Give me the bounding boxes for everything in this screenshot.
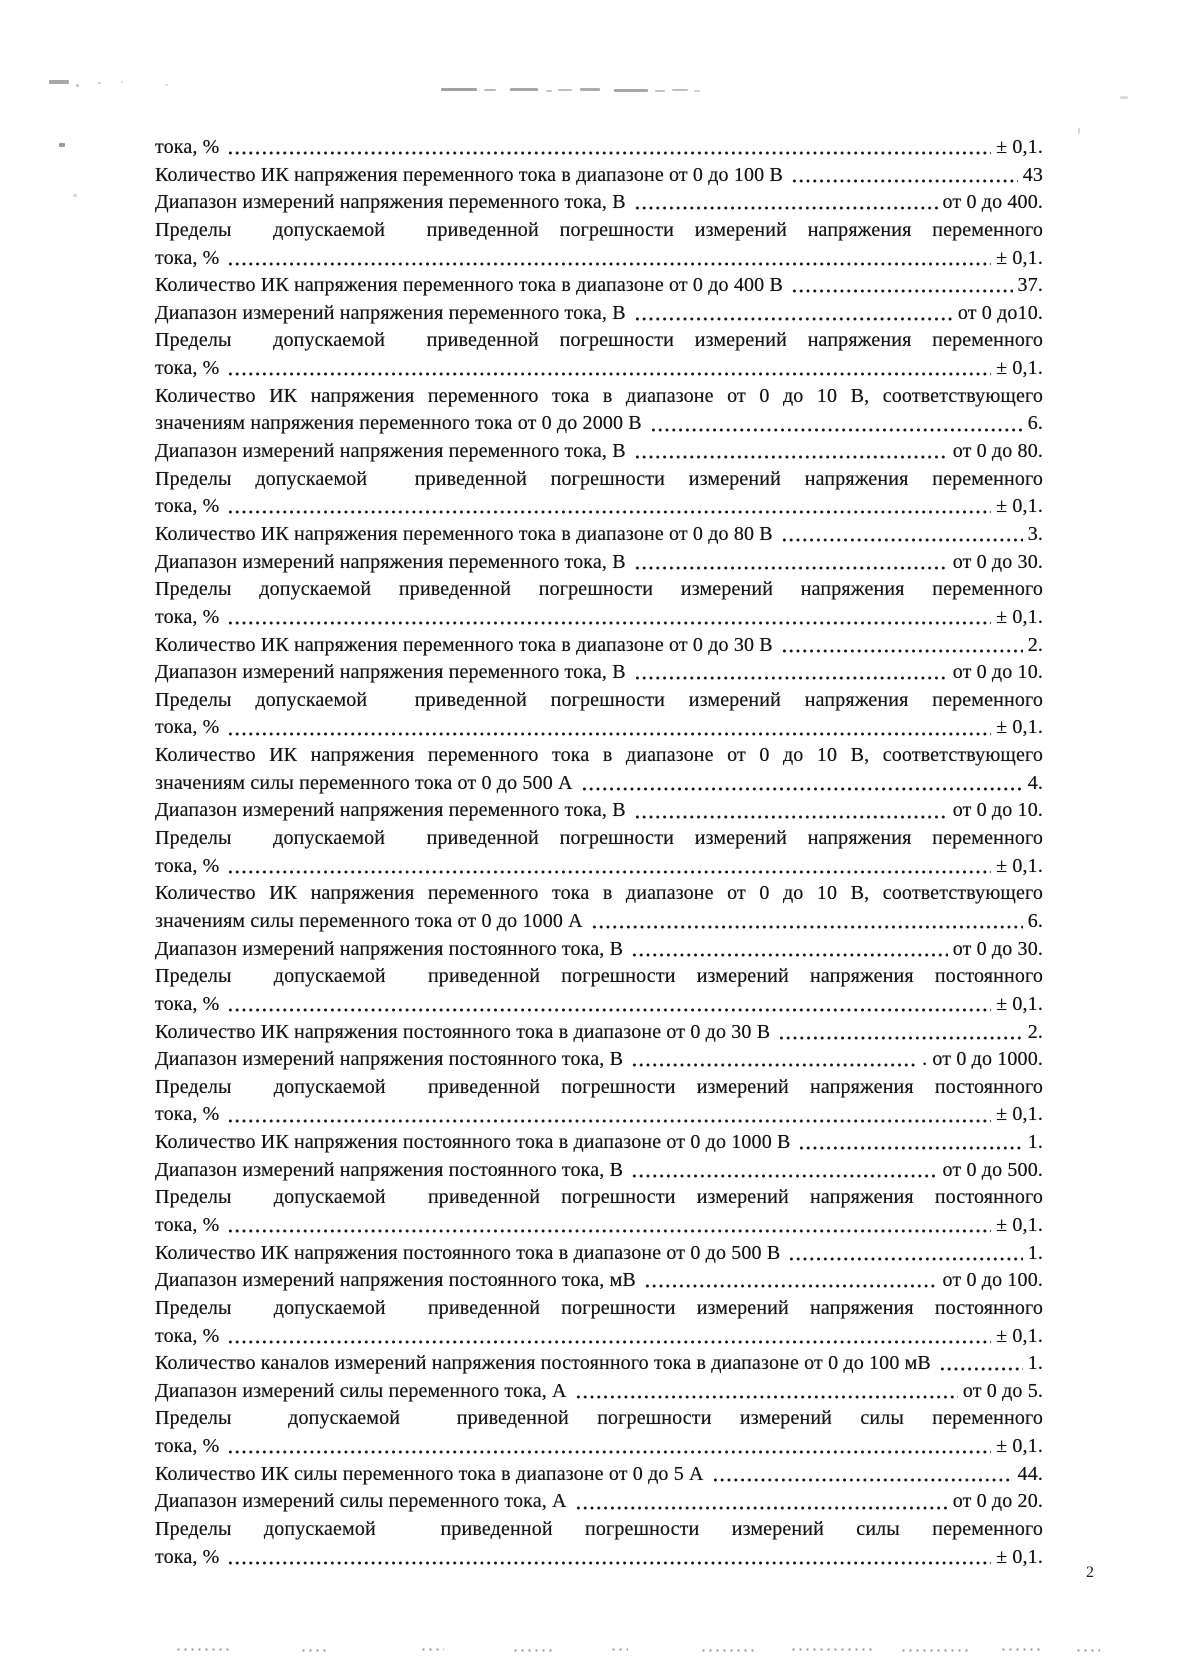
spec-value: 3.: [1027, 522, 1043, 545]
dot-leader: [633, 659, 948, 687]
dot-leader: [630, 1157, 937, 1185]
document-lines: [155, 134, 1043, 1571]
dot-leader: [630, 1046, 917, 1074]
spec-text: тока, %: [155, 357, 220, 380]
spec-text: Диапазон измерений напряжения постоянного тока, В: [155, 1158, 624, 1181]
spec-line: [155, 355, 1043, 383]
scan-artifact: [655, 90, 665, 92]
scan-artifact: [614, 89, 648, 92]
spec-value: 1.: [1027, 1131, 1043, 1154]
spec-text: Диапазон измерений силы переменного тока, А: [155, 1379, 567, 1402]
spec-text: тока, %: [155, 136, 220, 158]
spec-text: Пределы допускаемой приведенной погрешности измерений напряжения постоянного: [155, 1186, 1043, 1209]
spec-text: Пределы допускаемой приведенной погрешности измерений силы переменного: [155, 1518, 1043, 1541]
spec-line: [155, 134, 1043, 162]
scan-artifact: [441, 88, 477, 91]
spec-text: тока, %: [155, 1324, 220, 1347]
spec-line: [155, 1405, 1043, 1433]
spec-text: значениям силы переменного тока от 0 до 500 А: [155, 771, 573, 794]
spec-text: Количество ИК напряжения переменного тока в диапазоне от 0 до 100 В: [155, 163, 783, 186]
spec-line: [155, 162, 1043, 190]
dot-leader: [580, 770, 1023, 798]
scan-artifact: [546, 90, 552, 92]
scan-artifact: [672, 89, 688, 91]
spec-text: Количество ИК напряжения переменного тока в диапазоне от 0 до 400 В: [155, 274, 783, 297]
scan-artifact: [1075, 1649, 1100, 1652]
spec-value: от 0 до 100.: [942, 1269, 1043, 1292]
spec-line: [155, 1544, 1043, 1572]
spec-text: Диапазон измерений напряжения постоянного тока, В: [155, 937, 624, 960]
dot-leader: [226, 604, 991, 632]
spec-text: Диапазон измерений напряжения переменного тока, В: [155, 440, 626, 463]
spec-line: [155, 797, 1043, 825]
dot-leader: [226, 355, 991, 383]
scan-artifact: [900, 1649, 970, 1652]
spec-line: [155, 1157, 1043, 1185]
spec-line: [155, 880, 1043, 908]
dot-leader: [643, 1267, 938, 1295]
spec-line: [155, 1433, 1043, 1461]
scan-artifact: [165, 84, 168, 86]
spec-text: Пределы допускаемой приведенной погрешности измерений напряжения постоянного: [155, 1075, 1043, 1098]
spec-text: тока, %: [155, 495, 220, 518]
spec-line: [155, 1212, 1043, 1240]
spec-value: 4.: [1027, 771, 1043, 794]
dot-leader: [777, 1019, 1023, 1047]
scan-artifact: [175, 1648, 230, 1651]
spec-line: [155, 549, 1043, 577]
spec-text: Количество каналов измерений напряжения постоянного тока в диапазоне от 0 до 100 мВ: [155, 1352, 931, 1375]
spec-text: Количество ИК напряжения переменного тока в диапазоне от 0 до 10 В, соответствующего: [155, 882, 1043, 905]
dot-leader: [574, 1488, 948, 1516]
spec-text: тока, %: [155, 246, 220, 269]
dot-leader: [633, 300, 953, 328]
spec-value: от 0 до 30.: [952, 550, 1043, 573]
spec-line: [155, 466, 1043, 494]
spec-value: от 0 до 20.: [952, 1490, 1043, 1513]
dot-leader: [797, 1129, 1022, 1157]
spec-text: тока, %: [155, 716, 220, 739]
spec-line: [155, 936, 1043, 964]
spec-value: 37.: [1017, 274, 1043, 297]
scan-artifact: [76, 84, 79, 87]
spec-text: Диапазон измерений напряжения переменного тока, В: [155, 301, 626, 324]
dot-leader: [226, 1323, 991, 1351]
spec-value: 2.: [1027, 633, 1043, 656]
spec-text: Пределы допускаемой приведенной погрешности измерений напряжения постоянного: [155, 965, 1043, 988]
spec-line: [155, 963, 1043, 991]
scan-artifact: [73, 194, 77, 197]
dot-leader: [711, 1461, 1013, 1489]
spec-line: [155, 576, 1043, 604]
scan-artifact: [790, 1648, 875, 1651]
spec-line: [155, 604, 1043, 632]
spec-value: ± 0,1.: [996, 1213, 1043, 1236]
spec-line: [155, 1074, 1043, 1102]
spec-text: тока, %: [155, 605, 220, 628]
page-number: 2: [1086, 1564, 1094, 1581]
spec-text: Пределы допускаемой приведенной погрешности измерений напряжения переменного: [155, 218, 1043, 241]
spec-line: [155, 383, 1043, 411]
spec-value: . от 0 до 1000.: [922, 1048, 1043, 1071]
spec-text: Пределы допускаемой приведенной погрешности измерений напряжения переменного: [155, 467, 1043, 490]
dot-leader: [649, 410, 1023, 438]
spec-line: [155, 770, 1043, 798]
spec-line: [155, 1488, 1043, 1516]
spec-text: Диапазон измерений силы переменного тока, А: [155, 1490, 567, 1513]
scan-artifact: [484, 89, 496, 91]
scan-artifact: [694, 90, 700, 92]
spec-line: [155, 1129, 1043, 1157]
spec-line: [155, 825, 1043, 853]
scan-artifact: [700, 1649, 755, 1652]
scan-artifact: [1120, 96, 1128, 99]
spec-value: ± 0,1.: [996, 1435, 1043, 1458]
spec-value: 2.: [1027, 1020, 1043, 1043]
spec-text: Пределы допускаемой приведенной погрешности измерений напряжения переменного: [155, 688, 1043, 711]
dot-leader: [938, 1350, 1023, 1378]
dot-leader: [226, 1544, 991, 1572]
scan-artifact: [1078, 128, 1080, 134]
spec-text: тока, %: [155, 1103, 220, 1126]
dot-leader: [226, 245, 991, 273]
spec-line: [155, 991, 1043, 1019]
spec-value: от 0 до 500.: [942, 1158, 1043, 1181]
scan-artifact: [510, 88, 538, 91]
scan-artifact: [610, 1648, 628, 1651]
dot-leader: [226, 991, 991, 1019]
spec-line: [155, 272, 1043, 300]
spec-line: [155, 632, 1043, 660]
spec-line: [155, 1323, 1043, 1351]
spec-text: Пределы допускаемой приведенной погрешности измерений силы переменного: [155, 1407, 1043, 1430]
dot-leader: [226, 134, 991, 162]
dot-leader: [226, 1101, 991, 1129]
dot-leader: [590, 908, 1023, 936]
spec-text: Количество ИК напряжения переменного тока в диапазоне от 0 до 10 В, соответствующего: [155, 744, 1043, 767]
spec-text: Пределы допускаемой приведенной погрешности измерений напряжения постоянного: [155, 1296, 1043, 1319]
spec-text: тока, %: [155, 854, 220, 877]
spec-value: 6.: [1027, 909, 1043, 932]
spec-value: 1.: [1027, 1241, 1043, 1264]
spec-text: Пределы допускаемой приведенной погрешности измерений напряжения переменного: [155, 578, 1043, 601]
spec-line: [155, 1295, 1043, 1323]
spec-text: значениям силы переменного тока от 0 до 1000 А: [155, 909, 583, 932]
spec-value: от 0 до10.: [957, 301, 1043, 324]
spec-value: от 0 до 400.: [942, 191, 1043, 214]
spec-value: ± 0,1.: [996, 1545, 1043, 1568]
dot-leader: [633, 549, 948, 577]
scan-artifact: [580, 88, 600, 91]
spec-text: тока, %: [155, 1213, 220, 1236]
scan-artifact: [420, 1648, 444, 1651]
spec-line: [155, 853, 1043, 881]
spec-value: от 0 до 5.: [962, 1379, 1043, 1402]
spec-line: [155, 908, 1043, 936]
scan-artifact: [300, 1649, 330, 1652]
spec-value: ± 0,1.: [996, 992, 1043, 1015]
spec-text: Диапазон измерений напряжения постоянного тока, В: [155, 1048, 624, 1071]
spec-line: [155, 327, 1043, 355]
dot-leader: [780, 521, 1023, 549]
spec-text: значениям напряжения переменного тока от 0 до 2000 В: [155, 412, 642, 435]
dot-leader: [574, 1378, 958, 1406]
spec-line: [155, 1184, 1043, 1212]
spec-line: [155, 300, 1043, 328]
spec-line: [155, 410, 1043, 438]
spec-text: Диапазон измерений напряжения переменного тока, В: [155, 550, 626, 573]
spec-text: тока, %: [155, 1545, 220, 1568]
spec-line: [155, 1461, 1043, 1489]
dot-leader: [226, 1212, 991, 1240]
spec-value: ± 0,1.: [996, 495, 1043, 518]
scan-artifact: [512, 1649, 552, 1652]
spec-text: Диапазон измерений напряжения переменного тока, В: [155, 799, 626, 822]
spec-line: [155, 1378, 1043, 1406]
spec-value: ± 0,1.: [996, 357, 1043, 380]
spec-text: Количество ИК силы переменного тока в диапазоне от 0 до 5 А: [155, 1462, 704, 1485]
dot-leader: [226, 853, 991, 881]
spec-line: [155, 245, 1043, 273]
scan-artifact: [49, 80, 69, 84]
spec-line: [155, 1101, 1043, 1129]
spec-text: Количество ИК напряжения постоянного тока в диапазоне от 0 до 1000 В: [155, 1131, 791, 1154]
spec-line: [155, 1516, 1043, 1544]
spec-value: ± 0,1.: [996, 854, 1043, 877]
dot-leader: [787, 1240, 1022, 1268]
spec-value: 44.: [1017, 1462, 1043, 1485]
spec-value: ± 0,1.: [996, 1103, 1043, 1126]
spec-line: [155, 189, 1043, 217]
spec-text: Диапазон измерений напряжения постоянного тока, мВ: [155, 1269, 636, 1292]
spec-line: [155, 1350, 1043, 1378]
dot-leader: [790, 162, 1018, 190]
spec-value: от 0 до 10.: [952, 661, 1043, 684]
dot-leader: [633, 189, 938, 217]
spec-value: 1.: [1027, 1352, 1043, 1375]
spec-line: [155, 521, 1043, 549]
dot-leader: [226, 714, 991, 742]
spec-text: Количество ИК напряжения переменного тока в диапазоне от 0 до 10 В, соответствующего: [155, 384, 1043, 407]
spec-text: Количество ИК напряжения постоянного тока в диапазоне от 0 до 30 В: [155, 1020, 771, 1043]
spec-line: [155, 1267, 1043, 1295]
dot-leader: [780, 632, 1023, 660]
spec-value: ± 0,1.: [996, 136, 1043, 158]
spec-value: от 0 до 30.: [952, 937, 1043, 960]
dot-leader: [633, 797, 948, 825]
spec-text: Пределы допускаемой приведенной погрешности измерений напряжения переменного: [155, 827, 1043, 850]
scan-artifact: [121, 81, 123, 83]
dot-leader: [790, 272, 1013, 300]
spec-value: ± 0,1.: [996, 716, 1043, 739]
dot-leader: [226, 493, 991, 521]
scan-artifact: [98, 82, 101, 84]
spec-line: [155, 659, 1043, 687]
spec-line: [155, 687, 1043, 715]
spec-line: [155, 438, 1043, 466]
spec-line: [155, 714, 1043, 742]
spec-value: 43: [1022, 163, 1043, 186]
spec-value: ± 0,1.: [996, 246, 1043, 269]
spec-line: [155, 1046, 1043, 1074]
dot-leader: [633, 438, 948, 466]
spec-text: Диапазон измерений напряжения переменного тока, В: [155, 191, 626, 214]
scan-artifact: [558, 89, 572, 91]
spec-line: [155, 1240, 1043, 1268]
scan-artifact: [1000, 1648, 1040, 1651]
spec-text: Количество ИК напряжения переменного тока в диапазоне от 0 до 80 В: [155, 522, 773, 545]
spec-line: [155, 217, 1043, 245]
spec-line: [155, 1019, 1043, 1047]
spec-value: ± 0,1.: [996, 605, 1043, 628]
spec-text: Пределы допускаемой приведенной погрешности измерений напряжения переменного: [155, 329, 1043, 352]
dot-leader: [226, 1433, 991, 1461]
dot-leader: [630, 936, 948, 964]
spec-text: Диапазон измерений напряжения переменного тока, В: [155, 661, 626, 684]
spec-text: Количество ИК напряжения постоянного тока в диапазоне от 0 до 500 В: [155, 1241, 781, 1264]
spec-line: [155, 493, 1043, 521]
scan-artifact: [59, 143, 65, 147]
spec-value: 6.: [1027, 412, 1043, 435]
spec-line: [155, 742, 1043, 770]
spec-value: от 0 до 10.: [952, 799, 1043, 822]
spec-value: от 0 до 80.: [952, 440, 1043, 463]
spec-text: Количество ИК напряжения переменного тока в диапазоне от 0 до 30 В: [155, 633, 773, 656]
spec-value: ± 0,1.: [996, 1324, 1043, 1347]
spec-text: тока, %: [155, 992, 220, 1015]
spec-text: тока, %: [155, 1435, 220, 1458]
